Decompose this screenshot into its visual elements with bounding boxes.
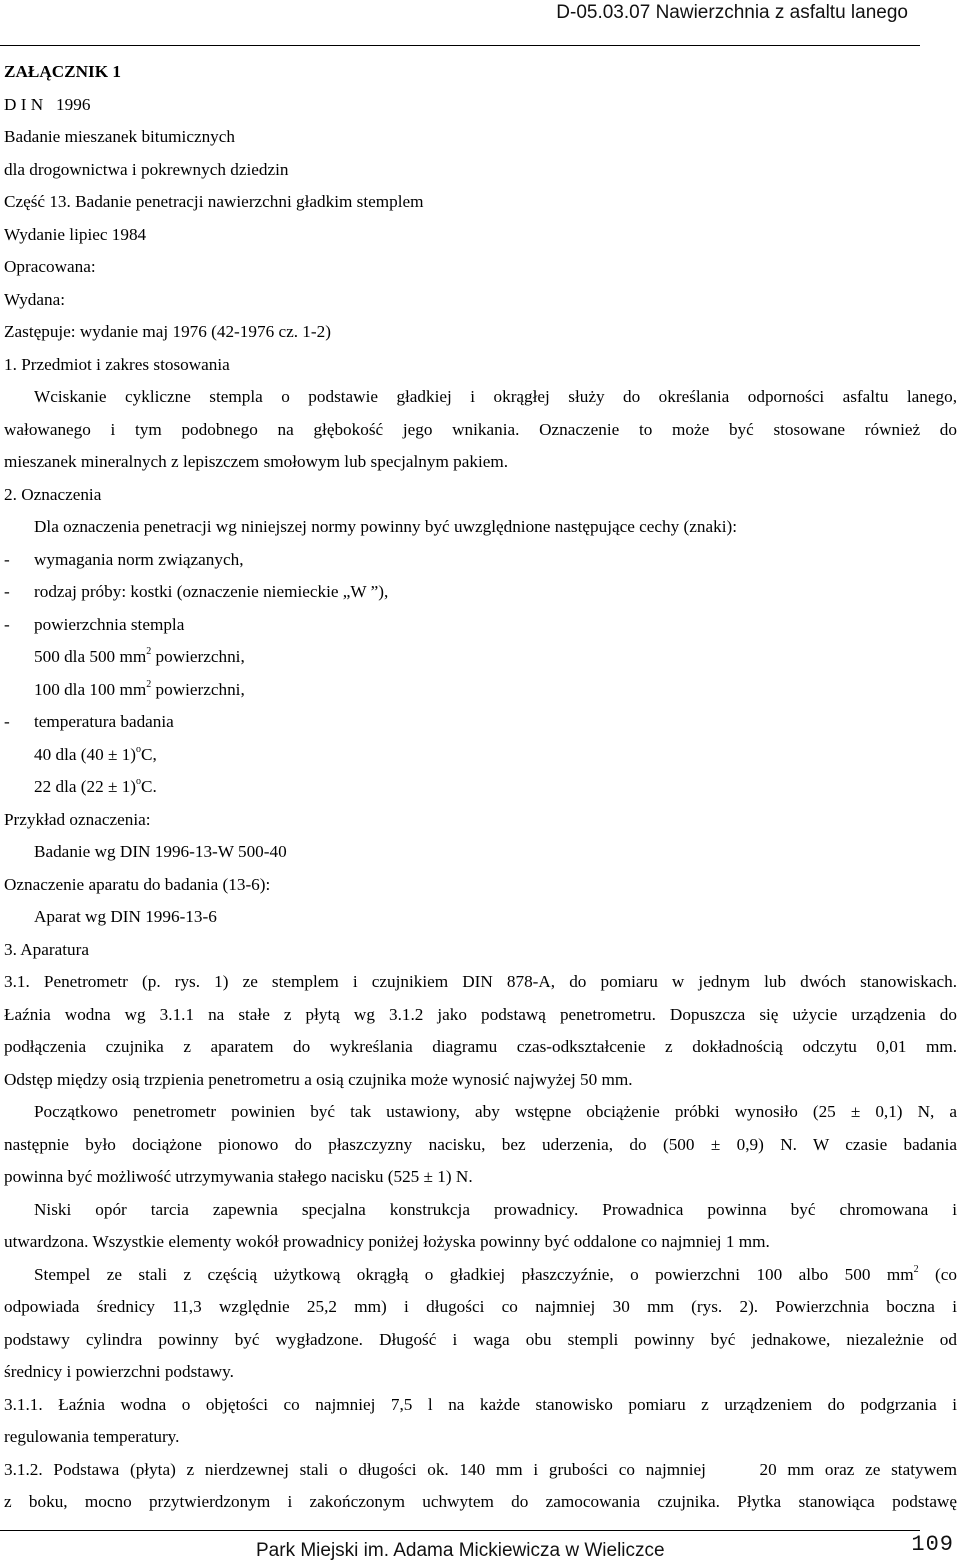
section-3-heading: 3. Aparatura	[4, 939, 89, 959]
list-item-text: powierzchnia stempla	[34, 614, 185, 634]
para-3-3-line-1: Niski opór tarcia zapewnia specjalna konstrukcja prowadnicy. Prowadnica powinna być chromowana i	[34, 1199, 957, 1219]
dash-bullet: -	[4, 712, 10, 731]
area-500-value: 500 dla 500 mm	[34, 647, 147, 666]
para-3-1-line-3: podłączenia czujnika z aparatem do wykreślania diagramu czas-odkształcenie z dokładnością odczytu 0,01 mm.	[4, 1037, 957, 1056]
annex-title: ZAŁĄCZNIK 1	[4, 62, 121, 81]
section-1-line-2: wałowanego i tym podobnego na głębokość jego wnikania. Oznaczenie to może być stosowane również do	[4, 419, 957, 439]
temp-22	[4, 771, 957, 804]
subtitle-1: Badanie mieszanek bitumicznych	[4, 127, 235, 146]
para-3-4-text: Stempel ze stali z częścią użytkową okrągłą o gładkiej płaszczyźnie, o powierzchni 100 albo 500 mm	[34, 1264, 914, 1284]
para-3-1-line-1: 3.1. Penetrometr (p. rys. 1) ze stemplem i czujnikiem DIN 878-A, do pomiaru w jednym lub dwóch stanowiskach.	[4, 972, 957, 991]
apparatus-label: Oznaczenie aparatu do badania (13-6):	[4, 874, 271, 894]
list-item	[4, 576, 957, 609]
para-3-4-line-3: podstawy cylindra powinny być wygładzone. Długość i waga obu stempli powinny być jednakowe, niezależnie od	[4, 1329, 957, 1349]
list-item-text: temperatura badania	[34, 712, 174, 731]
list-item	[4, 609, 957, 642]
dash-bullet: -	[4, 549, 10, 569]
page-header	[0, 0, 960, 46]
subtitle-2: dla drogownictwa i pokrewnych dziedzin	[4, 159, 289, 179]
section-1-line-3: mieszanek mineralnych z lepiszczem smołowym lub specjalnym pakiem.	[4, 452, 509, 471]
temp-40	[4, 739, 957, 772]
header-title: D-05.03.07 Nawierzchnia z asfaltu lanego	[556, 2, 908, 23]
area-100-value: 100 dla 100 mm	[34, 679, 147, 699]
dash-bullet: -	[4, 582, 10, 601]
list-item	[4, 706, 957, 739]
para-3-1-1-line-2: regulowania temperatury.	[4, 1427, 180, 1446]
part-title: Część 13. Badanie penetracji nawierzchni gładkim stemplem	[4, 192, 424, 211]
replaces: Zastępuje: wydanie maj 1976 (42-1976 cz. 1-2)	[4, 322, 331, 341]
section-2-intro: Dla oznaczenia penetracji wg niniejszej normy powinny być uwzględnione następujące cechy (znaki):	[34, 517, 737, 536]
para-3-2-line-1: Początkowo penetrometr powinien być tak ustawiony, aby wstępne obciążenie próbki wynosiło (25 ± 0,1) N, a	[34, 1102, 957, 1121]
footer-rule	[0, 1530, 920, 1531]
issued-by: Wydana:	[4, 289, 66, 309]
section-1-heading: 1. Przedmiot i zakres stosowania	[4, 354, 230, 374]
temp-40-value: 40 dla (40 ± 1)	[34, 744, 137, 764]
example-value: Badanie wg DIN 1996-13-W 500-40	[34, 842, 287, 861]
para-3-1-2-line-1: 3.1.2. Podstawa (płyta) z nierdzewnej stali o długości ok. 140 mm i grubości co najmniej 20 mm oraz ze statywem	[4, 1459, 957, 1479]
apparatus-value: Aparat wg DIN 1996-13-6	[34, 907, 217, 926]
document-body	[4, 56, 957, 1519]
prepared-by: Opracowana:	[4, 257, 96, 276]
area-500-suffix: powierzchni,	[151, 647, 245, 666]
para-3-1-1-line-1: 3.1.1. Łaźnia wodna o objętości co najmniej 7,5 l na każde stanowisko pomiaru z urządzeniem do podgrzania i	[4, 1394, 957, 1414]
para-3-4-text-end: (co	[918, 1264, 957, 1284]
section-1-line-1: Wciskanie cykliczne stempla o podstawie gładkiej i okrągłej służy do określania odporności asfaltu lanego,	[34, 387, 957, 406]
para-3-1-2-line-2: z boku, mocno przytwierdzonym i zakończonym uchwytem do zamocowania czujnika. Płytka stanowiąca podstawę	[4, 1492, 957, 1511]
list-item	[4, 544, 957, 577]
area-500	[4, 641, 957, 674]
superscript: 2	[146, 678, 152, 690]
para-3-4-line-4: średnicy i powierzchni podstawy.	[4, 1362, 234, 1381]
temp-22-unit: C.	[141, 777, 157, 796]
para-3-3-line-2: utwardzona. Wszystkie elementy wokół prowadnicy poniżej łożyska powinny być oddalone co najmniej 1 mm.	[4, 1232, 770, 1251]
para-3-4-line-1	[4, 1259, 957, 1292]
degree-mark: o	[136, 776, 142, 788]
para-3-2-line-3: powinna być możliwość utrzymywania stałego nacisku (525 ± 1) N.	[4, 1167, 473, 1186]
para-3-1-line-2: Łaźnia wodna wg 3.1.1 na stałe z płytą wg 3.1.2 jako podstawą penetrometru. Dopuszcza się użycie urządzenia do	[4, 1004, 957, 1024]
header-rule	[0, 45, 920, 46]
list-item-text: wymagania norm związanych,	[34, 549, 244, 569]
dash-bullet: -	[4, 614, 10, 634]
superscript: 2	[913, 1263, 919, 1275]
superscript: 2	[146, 646, 152, 658]
area-100	[4, 674, 957, 707]
temp-40-unit: C,	[141, 744, 157, 764]
page-footer	[0, 1530, 960, 1565]
edition: Wydanie lipiec 1984	[4, 224, 147, 244]
para-3-2-line-2: następnie było dociążone pionowo do płaszczyzny nacisku, bez uderzenia, do (500 ± 0,9) N. W czasie badania	[4, 1134, 957, 1154]
degree-mark: o	[136, 743, 142, 755]
footer-text: Park Miejski im. Adama Mickiewicza w Wieliczce	[256, 1540, 665, 1561]
list-item-text: rodzaj próby: kostki (oznaczenie niemieckie „W ”),	[34, 582, 389, 601]
page-number: 109	[911, 1532, 954, 1557]
din-number: D I N 1996	[4, 94, 91, 114]
para-3-1-line-4: Odstęp między osią trzpienia penetrometru a osią czujnika może wynosić najwyżej 50 mm.	[4, 1069, 633, 1089]
para-3-4-line-2: odpowiada średnicy 11,3 względnie 25,2 mm) i długości co najmniej 30 mm (rys. 2). Powierzchnia boczna i	[4, 1297, 957, 1316]
temp-22-value: 22 dla (22 ± 1)	[34, 777, 137, 796]
area-100-suffix: powierzchni,	[151, 679, 245, 699]
section-2-heading: 2. Oznaczenia	[4, 484, 102, 504]
example-label: Przykład oznaczenia:	[4, 809, 151, 829]
